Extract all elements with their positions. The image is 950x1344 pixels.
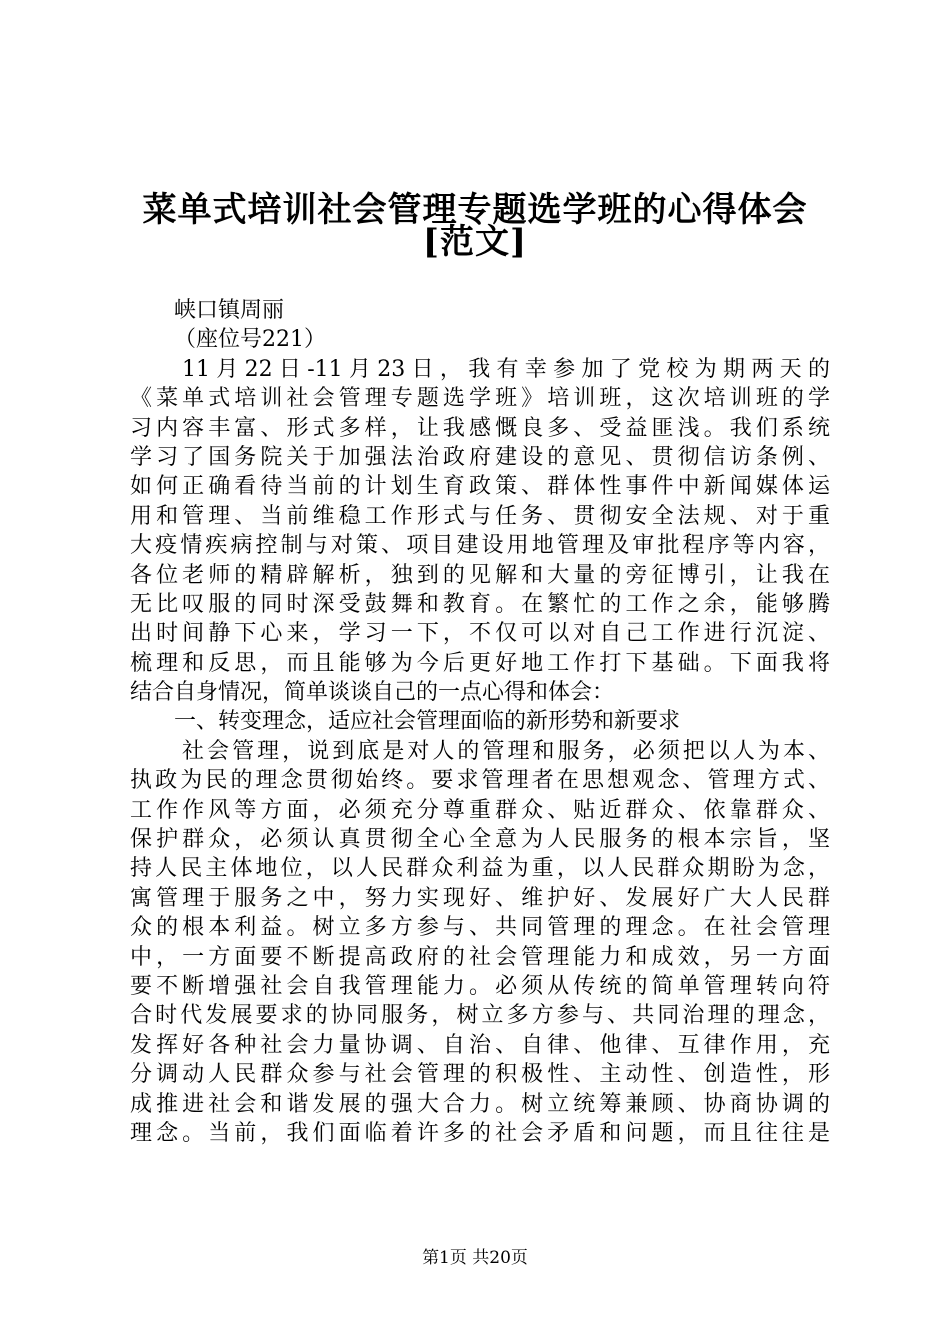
paragraph-line: 执政为民的理念贯彻始终。要求管理者在思想观念、管理方式、 [130, 768, 830, 794]
paragraph-line: 保护群众，必须认真贯彻全心全意为人民服务的根本宗旨，坚 [130, 827, 830, 853]
paragraph-line: 各位老师的精辟解析，独到的见解和大量的旁征博引，让我在 [130, 562, 830, 588]
paragraph-line: 理念。当前，我们面临着许多的社会矛盾和问题，而且往往是 [130, 1120, 830, 1146]
paragraph-line: 结合自身情况，简单谈谈自己的一点心得和体会： [130, 680, 615, 706]
paragraph-line: 工作作风等方面，必须充分尊重群众、贴近群众、依靠群众、 [130, 797, 830, 823]
paragraph-line: 用和管理、当前维稳工作形式与任务、贯彻安全法规、对于重 [130, 503, 830, 529]
paragraph-line: 持人民主体地位，以人民群众利益为重，以人民群众期盼为念， [130, 856, 830, 882]
paragraph-line: 出时间静下心来，学习一下，不仅可以对自己工作进行沉淀、 [130, 621, 830, 647]
paragraph-line: 寓管理于服务之中，努力实现好、维护好、发展好广大人民群 [130, 885, 830, 911]
paragraph-line: 《菜单式培训社会管理专题选学班》培训班，这次培训班的学 [130, 386, 830, 412]
page-footer: 第1页 共20页 [422, 1248, 528, 1268]
author-line: 峡口镇周丽 [174, 298, 285, 323]
paragraph-line: 无比叹服的同时深受鼓舞和教育。在繁忙的工作之余，能够腾 [130, 591, 830, 617]
paragraph-line: 众的根本利益。树立多方参与、共同管理的理念。在社会管理 [130, 915, 830, 941]
paragraph-line: 大疫情疾病控制与对策、项目建设用地管理及审批程序等内容， [130, 533, 830, 559]
paragraph-line: 习内容丰富、形式多样，让我感慨良多、受益匪浅。我们系统 [130, 415, 830, 441]
document-body [130, 296, 830, 1148]
paragraph-line: 成推进社会和谐发展的强大合力。树立统筹兼顾、协商协调的 [130, 1091, 830, 1117]
document-title-line2: [范文] [422, 222, 528, 262]
paragraph-line: 学习了国务院关于加强法治政府建设的意见、贯彻信访条例、 [130, 444, 830, 470]
seat-line: （座位号221） [174, 327, 326, 353]
paragraph-line: 分调动人民群众参与社会管理的积极性、主动性、创造性，形 [130, 1062, 830, 1088]
paragraph-line: 社会管理，说到底是对人的管理和服务，必须把以人为本、 [182, 738, 830, 764]
paragraph-line: 梳理和反思，而且能够为今后更好地工作打下基础。下面我将 [130, 650, 830, 676]
paragraph-line: 发挥好各种社会力量协调、自治、自律、他律、互律作用，充 [130, 1032, 830, 1058]
paragraph-line: 如何正确看待当前的计划生育政策、群体性事件中新闻媒体运 [130, 474, 830, 500]
paragraph-line: 中，一方面要不断提高政府的社会管理能力和成效，另一方面 [130, 944, 830, 970]
document-title-line1: 菜单式培训社会管理专题选学班的心得体会 [142, 190, 808, 230]
paragraph-line: 要不断增强社会自我管理能力。必须从传统的简单管理转向符 [130, 973, 830, 999]
section-heading: 一、转变理念，适应社会管理面临的新形势和新要求 [174, 709, 681, 735]
paragraph-line: 合时代发展要求的协同服务，树立多方参与、共同治理的理念， [130, 1003, 830, 1029]
paragraph-line: 11月22日-11月23日，我有幸参加了党校为期两天的 [182, 356, 830, 382]
